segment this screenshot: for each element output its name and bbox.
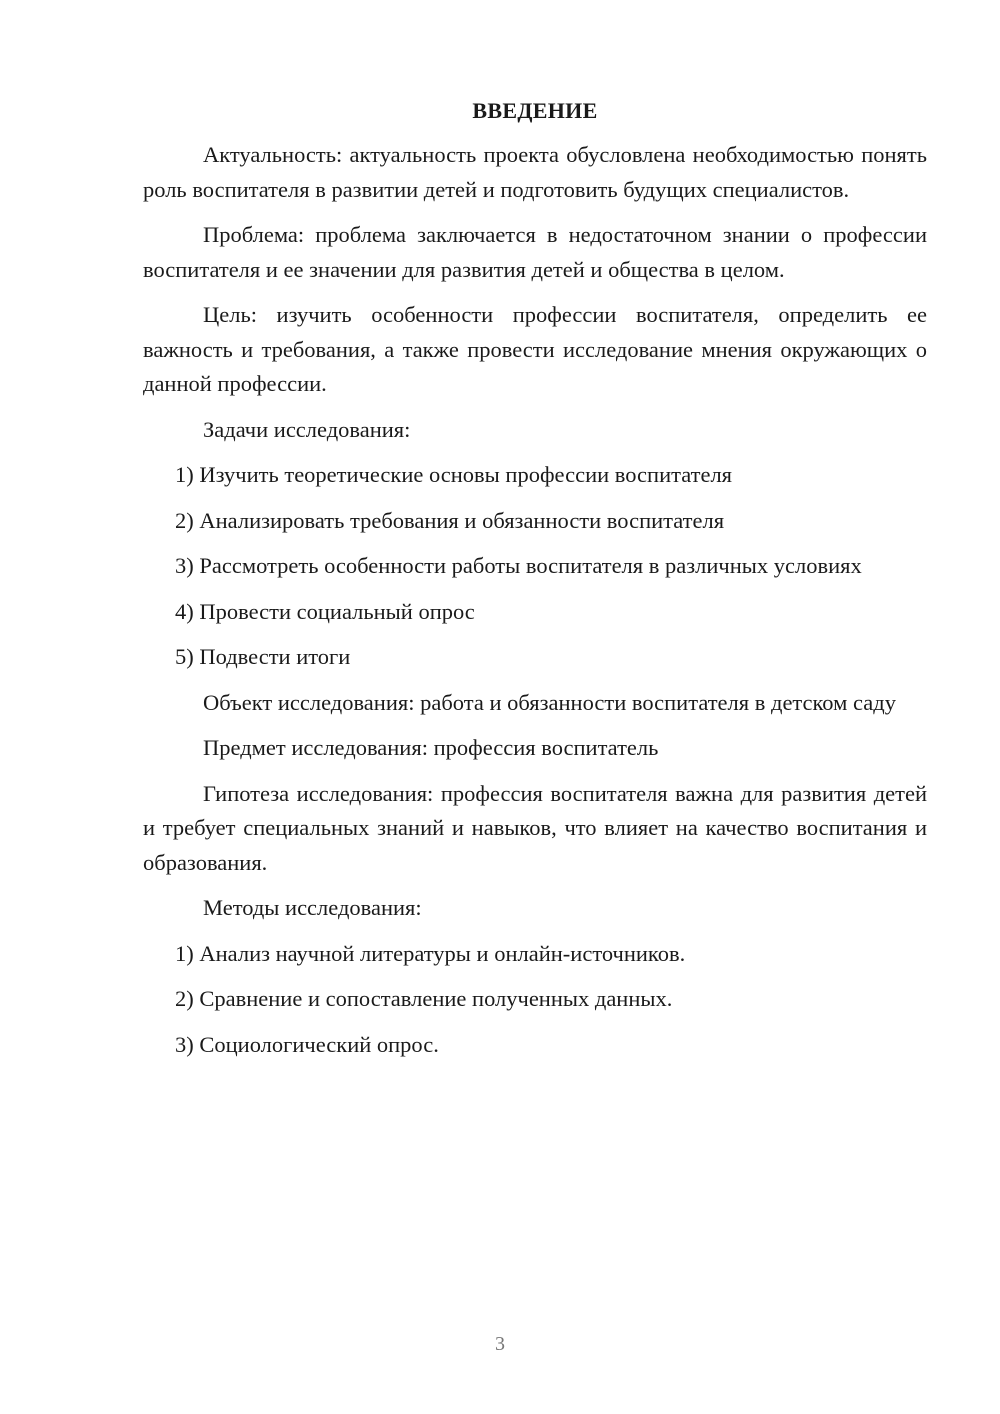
page-number: 3 [495, 1333, 505, 1355]
object-paragraph: Объект исследования: работа и обязанности воспитателя в детском саду [203, 689, 896, 715]
method-item: 1) Анализ научной литературы и онлайн-источников. [175, 940, 686, 966]
page-content [143, 94, 927, 1073]
method-item: 3) Социологический опрос. [175, 1031, 439, 1057]
method-item: 2) Сравнение и сопоставление полученных данных. [175, 986, 673, 1011]
problem-paragraph: Проблема: проблема заключается в недостаточном знании о профессии воспитателя и ее значении для развития детей и общества в целом. [143, 222, 927, 282]
task-item: 1) Изучить теоретические основы профессии воспитателя [175, 462, 733, 487]
methods-heading: Методы исследования: [203, 895, 422, 920]
task-item: 2) Анализировать требования и обязанности воспитателя [175, 507, 725, 533]
task-item: 4) Провести социальный опрос [175, 598, 475, 624]
hypothesis-paragraph: Гипотеза исследования: профессия воспитателя важна для развития детей и требует специальных знаний и навыков, что влияет на качество воспитания и образования. [143, 780, 927, 875]
relevance-paragraph: Актуальность: актуальность проекта обусловлена необходимостью понять роль воспитателя в развитии детей и подготовить будущих специалистов. [143, 142, 927, 202]
subject-paragraph: Предмет исследования: профессия воспитатель [203, 735, 659, 760]
task-item: 5) Подвести итоги [175, 644, 351, 669]
goal-paragraph: Цель: изучить особенности профессии воспитателя, определить ее важность и требования, а также провести исследование мнения окружающих о данной профессии. [143, 302, 927, 396]
tasks-heading: Задачи исследования: [203, 416, 411, 442]
section-title: ВВЕДЕНИЕ [472, 98, 598, 123]
task-item: 3) Рассмотреть особенности работы воспитателя в различных условиях [175, 553, 862, 578]
